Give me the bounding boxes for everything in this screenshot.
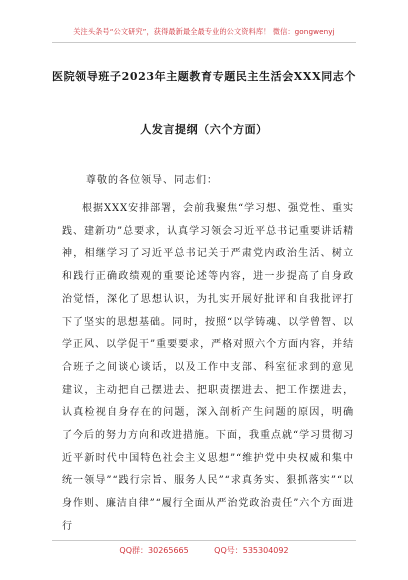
- footer-divider: [52, 540, 356, 541]
- document-title-line1: 医院领导班子2023年主题教育专题民主生活会XXX同志个: [51, 70, 357, 83]
- header-divider: [52, 42, 356, 43]
- header-notice: 关注头条号“公文研究”，获得最新最全最专业的公文资料库！ 微信：gongwenyj: [73, 27, 335, 36]
- salutation: 尊敬的各位领导、同志们：: [86, 175, 218, 186]
- body-paragraph: 根据XXX安排部署，会前我聚焦“学习想、强党性、重实践、建新功”总要求，认真学习领会习近平总书记重要讲话精神，相继学习了习近平总书记关于严肃党内政治生活、树立和践行正确政绩观的重要论述等内容，进一步提高了自身政治觉悟，深化了思想认识，为扎实开展好批评和自我批评打下了坚实的思想基础。同时，按照“以学铸魂、以学曾智、以学正风、以学促干”重要要求，严格对照六个方面内容，并结合班子之间谈心谈话，以及工作中支部、科室征求到的意见建议，主动把自己摆进去、把职责摆进去、把工作摆进去，认真检视自身存在的问题，深入剖析产生问题的原因，明确了今后的努力方向和改进措施。下面，我重点就“学习贯彻习近平新时代中国特色社会主义思想”“维护党中央权威和集中统一领导”“践行宗旨、服务人民”“求真务实、狠抓落实”“以身作则、廉洁自律”“履行全面从严治党政治责任”六个方面进行: [62, 203, 354, 532]
- footer-contact: QQ群：30265665 QQ号：535304092: [119, 546, 289, 555]
- document-title-line2: 人发言提纲（六个方面）: [140, 123, 268, 136]
